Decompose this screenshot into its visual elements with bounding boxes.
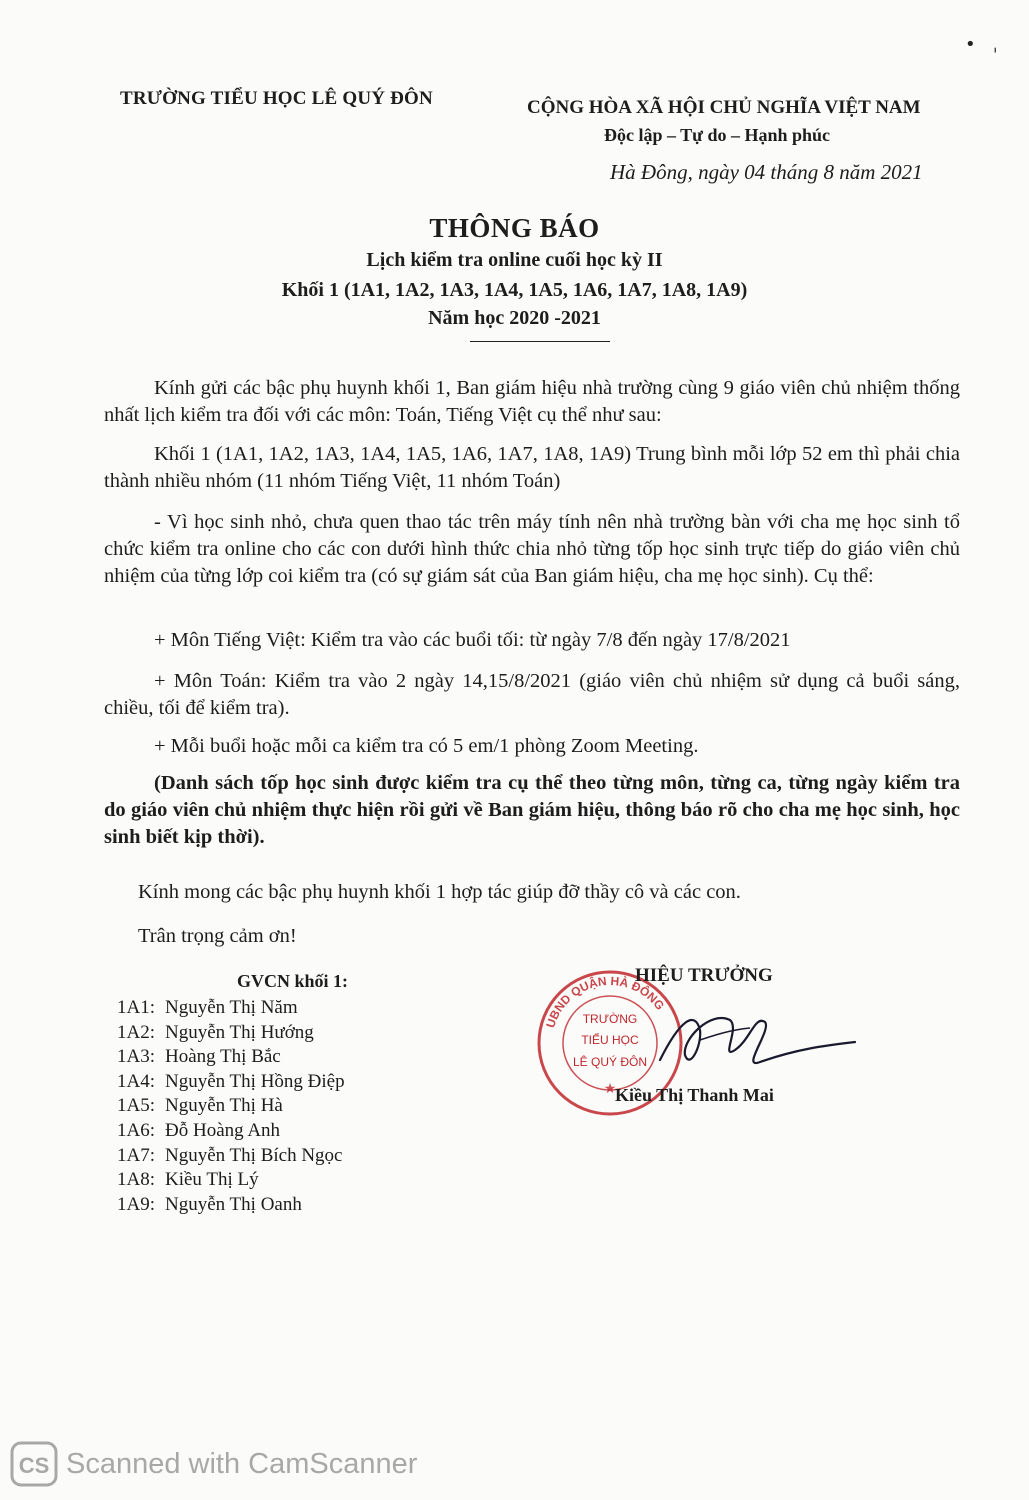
teacher-class: 1A4:: [117, 1070, 155, 1092]
teacher-row: [117, 1145, 345, 1170]
svg-text:★: ★: [603, 1082, 617, 1097]
signature: [640, 1000, 860, 1080]
teacher-name: Nguyễn Thị Oanh: [165, 1193, 302, 1215]
teacher-class: 1A6:: [117, 1119, 155, 1141]
teacher-name: Nguyễn Thị Năm: [165, 997, 298, 1018]
paragraph-intro: Kính gửi các bậc phụ huynh khối 1, Ban giám hiệu nhà trường cùng 9 giáo viên chủ nhiệm thống nhất lịch kiểm tra đối với các môn: Toán, Tiếng Việt cụ thể như sau:: [104, 377, 960, 426]
subtitle-school-year: Năm học 2020 -2021: [428, 307, 601, 329]
teacher-row: [117, 1169, 345, 1194]
teachers-list: [117, 997, 345, 1218]
item-vietnamese: + Môn Tiếng Việt: Kiểm tra vào các buổi tối: từ ngày 7/8 đến ngày 17/8/2021: [154, 629, 791, 651]
scan-marks: • ˌ: [965, 34, 998, 55]
teacher-name: Đỗ Hoàng Anh: [165, 1119, 281, 1141]
teacher-class: 1A2:: [117, 1021, 155, 1043]
principal-title: HIỆU TRƯỞNG: [635, 965, 773, 986]
subtitle-schedule: Lịch kiểm tra online cuối học kỳ II: [366, 249, 663, 271]
school-name: TRƯỜNG TIỂU HỌC LÊ QUÝ ĐÔN: [120, 88, 433, 109]
teacher-name: Kiều Thị Lý: [165, 1169, 259, 1191]
principal-name: Kiều Thị Thanh Mai: [615, 1085, 774, 1105]
teacher-name: Nguyễn Thị Hướng: [165, 1021, 314, 1043]
camscanner-logo-icon: [10, 1441, 58, 1487]
teacher-name: Nguyễn Thị Bích Ngọc: [165, 1144, 343, 1166]
stamp-ring-text: UBND QUẬN HÀ ĐÔNG: [543, 973, 668, 1030]
paragraph-note: (Danh sách tốp học sinh được kiểm tra cụ thể theo từng môn, từng ca, từng ngày kiểm tra do giáo viên chủ nhiệm thực hiện rồi gửi về Ban giám hiệu, thông báo rõ cho cha mẹ học sinh, học sinh biết kịp thời).: [104, 772, 960, 848]
camscanner-logo-text: CS: [18, 1453, 50, 1478]
teachers-heading: GVCN khối 1:: [237, 971, 349, 991]
teacher-row: [117, 1071, 345, 1096]
scanner-watermark-text: Scanned with CamScanner: [66, 1447, 418, 1480]
teacher-class: 1A5:: [117, 1095, 155, 1117]
teacher-class: 1A3:: [117, 1046, 155, 1068]
paragraph-request: Kính mong các bậc phụ huynh khối 1 hợp tác giúp đỡ thầy cô và các con.: [138, 881, 741, 903]
teacher-name: Nguyễn Thị Hồng Điệp: [165, 1070, 345, 1092]
teacher-class: 1A8:: [117, 1169, 155, 1191]
item-session: + Mỗi buổi hoặc mỗi ca kiểm tra có 5 em/1 phòng Zoom Meeting.: [154, 735, 699, 757]
place-date: Hà Đông, ngày 04 tháng 8 năm 2021: [610, 160, 923, 184]
paragraph-thanks: Trân trọng cảm ơn!: [138, 925, 297, 947]
teacher-class: 1A9:: [117, 1193, 155, 1215]
teacher-class: 1A7:: [117, 1144, 155, 1166]
nation-title: CỘNG HÒA XÃ HỘI CHỦ NGHĨA VIỆT NAM: [527, 97, 921, 118]
teacher-row: [117, 1022, 345, 1047]
subtitle-grade: Khối 1 (1A1, 1A2, 1A3, 1A4, 1A5, 1A6, 1A7, 1A8, 1A9): [281, 279, 748, 301]
item-math: + Môn Toán: Kiểm tra vào 2 ngày 14,15/8/2021 (giáo viên chủ nhiệm sử dụng cả buổi sáng, chiều, tối để kiểm tra).: [104, 670, 960, 719]
document-title: THÔNG BÁO: [429, 213, 600, 243]
teacher-name: Nguyễn Thị Hà: [165, 1095, 283, 1117]
teacher-row: [117, 1194, 345, 1219]
teacher-class: 1A1:: [117, 997, 155, 1018]
scanner-watermark: [10, 1440, 417, 1488]
stamp-line: LÊ QUÝ ĐÔN: [572, 1055, 648, 1069]
teacher-row: [117, 997, 345, 1022]
teacher-row: [117, 1046, 345, 1071]
teacher-row: [117, 1095, 345, 1120]
paragraph-method: - Vì học sinh nhỏ, chưa quen thao tác trên máy tính nên nhà trường bàn với cha mẹ học sinh tổ chức kiểm tra online cho các con dưới hình thức chia nhỏ từng tốp học sinh trực tiếp do giáo viên chủ nhiệm của từng lớp coi kiểm tra (có sự giám sát của Ban giám hiệu, cha mẹ học sinh). Cụ thể:: [104, 511, 960, 587]
teacher-name: Hoàng Thị Bắc: [165, 1046, 281, 1068]
stamp-line: TIỂU HỌC: [581, 1033, 639, 1047]
teacher-row: [117, 1120, 345, 1145]
paragraph-groups: Khối 1 (1A1, 1A2, 1A3, 1A4, 1A5, 1A6, 1A7, 1A8, 1A9) Trung bình mỗi lớp 52 em thì phải chia thành nhiều nhóm (11 nhóm Tiếng Việt, 11 nhóm Toán): [104, 443, 960, 492]
national-motto: Độc lập – Tự do – Hạnh phúc: [604, 125, 831, 145]
title-divider: [470, 341, 610, 342]
stamp-line: TRƯỜNG: [582, 1012, 638, 1026]
